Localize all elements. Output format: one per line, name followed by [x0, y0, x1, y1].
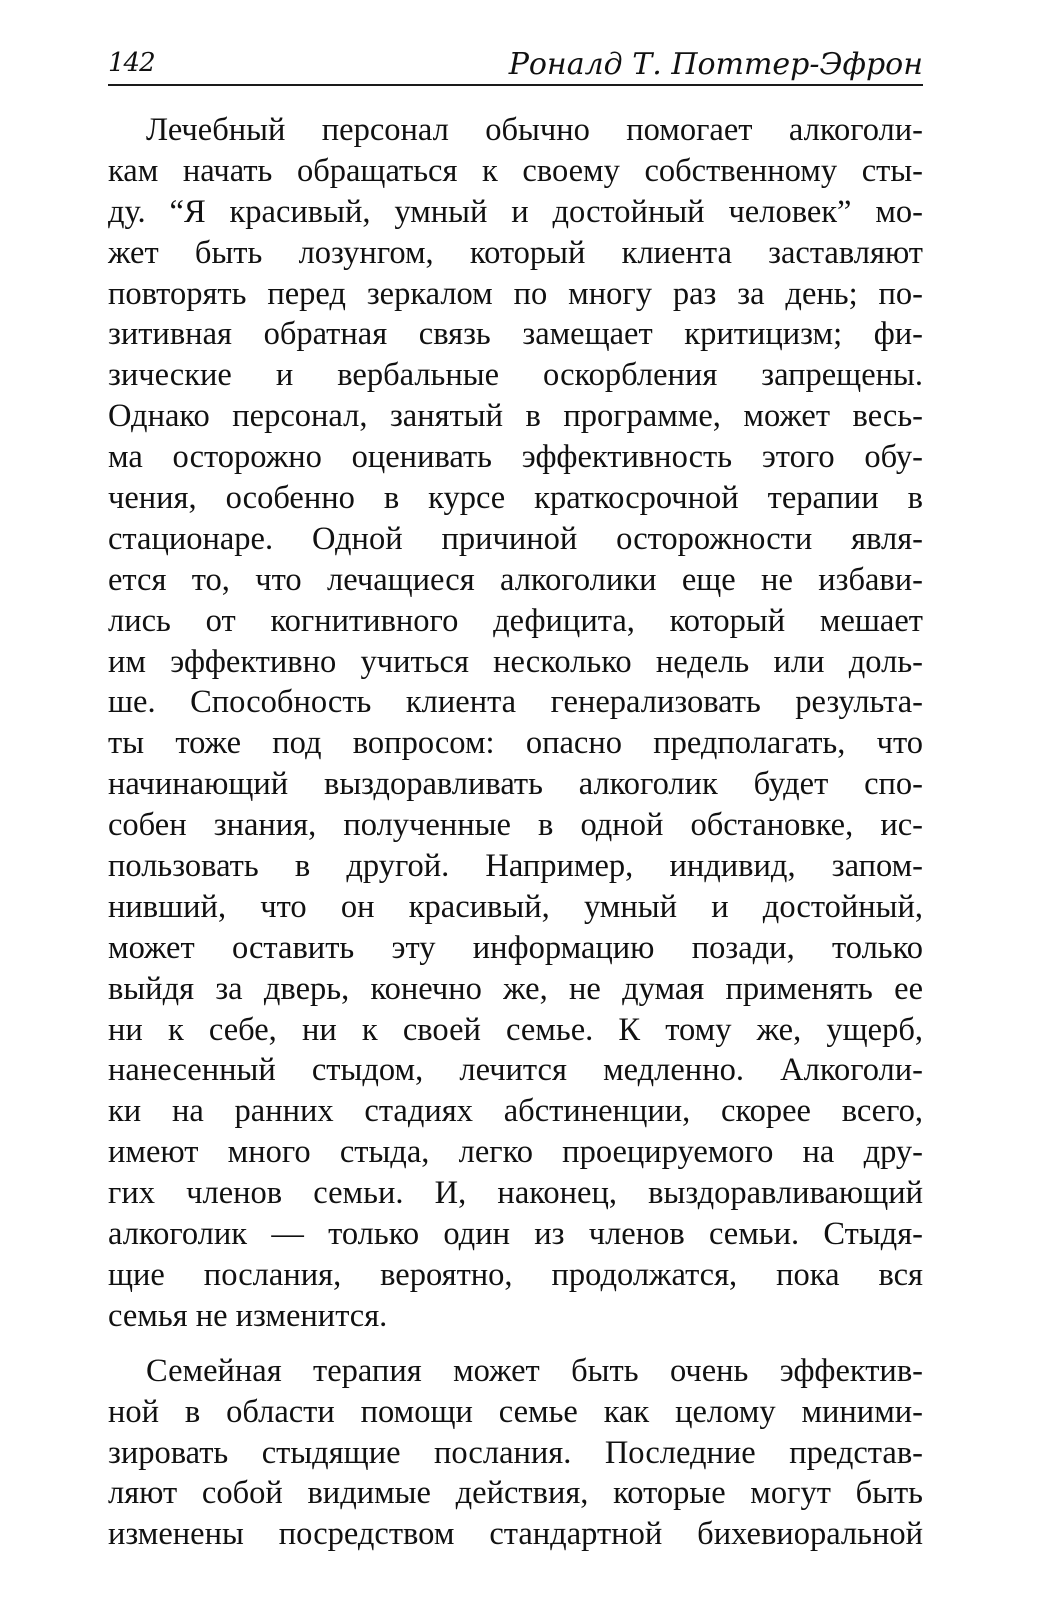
text-line: ты тоже под вопросом: опасно предполагать, что — [108, 725, 923, 762]
text-line: зитивная обратная связь замещает критицизм; фи- — [108, 316, 923, 353]
text-line: гих членов семьи. И, наконец, выздоравливающий — [108, 1175, 923, 1212]
text-line: Лечебный персонал обычно помогает алкоголи- — [146, 112, 923, 148]
paragraph-spacer — [108, 1337, 923, 1351]
text-line: ки на ранних стадиях абстиненции, скорее всего, — [108, 1093, 923, 1130]
text-line: им эффективно учиться несколько недель или доль- — [108, 643, 923, 680]
text-line: повторять перед зеркалом по многу раз за день; по- — [108, 275, 923, 312]
text-line: начинающий выздоравливать алкоголик будет спо- — [108, 766, 923, 803]
text-line: Семейная терапия может быть очень эффектив- — [146, 1352, 923, 1389]
running-header-author: Роналд Т. Поттер-Эфрон — [508, 47, 923, 82]
text-line: Однако персонал, занятый в программе, может весь- — [108, 398, 923, 435]
text-line: ни к себе, ни к своей семье. К тому же, ущерб, — [108, 1011, 923, 1048]
text-line: изменены посредством стандартной бихевиоральной — [108, 1516, 923, 1553]
text-line: собен знания, полученные в одной обстановке, ис- — [108, 807, 923, 844]
text-line: ется то, что лечащиеся алкоголики еще не избави- — [108, 561, 923, 598]
text-line: жет быть лозунгом, который клиента заставляют — [108, 234, 923, 271]
text-line: семья не изменится. — [108, 1297, 388, 1334]
text-line: зировать стыдящие послания. Последние представ- — [108, 1434, 923, 1471]
body-text — [108, 110, 923, 1555]
text-line: ной в области помощи семье как целому миними- — [108, 1393, 923, 1430]
text-line: алкоголик — только один из членов семьи. Стыдя- — [108, 1216, 923, 1253]
running-header — [108, 44, 923, 86]
text-line: кам начать обращаться к своему собственному сты- — [108, 152, 923, 189]
paragraph-2 — [108, 1351, 923, 1555]
text-line: может оставить эту информацию позади, только — [108, 929, 923, 966]
page-number: 142 — [108, 48, 155, 78]
text-line: нивший, что он красивый, умный и достойный, — [108, 888, 923, 925]
text-line: зические и вербальные оскорбления запрещены. — [108, 357, 923, 394]
text-line: чения, особенно в курсе краткосрочной терапии в — [108, 480, 923, 517]
text-line: щие послания, вероятно, продолжатся, пока вся — [108, 1256, 923, 1293]
text-line: имеют много стыда, легко проецируемого на дру- — [108, 1134, 923, 1171]
paragraph-1 — [108, 110, 923, 1337]
text-line: ляют собой видимые действия, которые могут быть — [108, 1475, 923, 1512]
text-line: стационаре. Одной причиной осторожности явля- — [108, 520, 923, 557]
text-line: ду. “Я красивый, умный и достойный человек” мо- — [108, 193, 923, 230]
text-line: пользовать в другой. Например, индивид, запом- — [108, 848, 923, 885]
text-line: выйдя за дверь, конечно же, не думая применять ее — [108, 970, 923, 1007]
text-line: нанесенный стыдом, лечится медленно. Алкоголи- — [108, 1052, 923, 1089]
text-line: лись от когнитивного дефицита, который мешает — [108, 602, 923, 639]
text-line: ше. Способность клиента генерализовать результа- — [108, 684, 923, 721]
text-line: ма осторожно оценивать эффективность этого обу- — [108, 439, 923, 476]
